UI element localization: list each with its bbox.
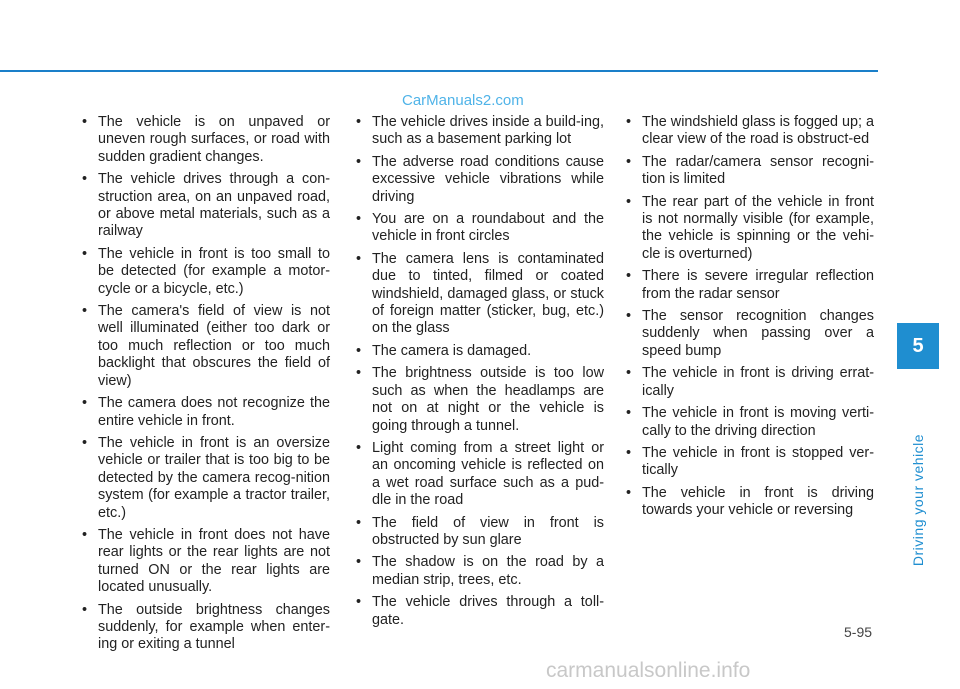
- list-item: • The vehicle is on unpaved or uneven rough surfaces, or road with sudden gradient changes.: [82, 114, 330, 165]
- list-item: • The outside brightness changes suddenly, for example when enter-ing or exiting a tunnel: [82, 601, 330, 653]
- list-item: • You are on a roundabout and the vehicle in front circles: [356, 211, 604, 245]
- bullet-icon: •: [82, 526, 88, 543]
- bullet-icon: •: [356, 514, 362, 531]
- bullet-icon: •: [82, 171, 88, 188]
- chapter-title: Driving your vehicle: [910, 433, 926, 567]
- bullet-icon: •: [626, 193, 632, 210]
- list-item: • The vehicle in front is moving verti-cally to the driving direction: [626, 405, 874, 439]
- header-rule: [0, 70, 878, 72]
- list-item: • The camera does not recognize the entire vehicle in front.: [82, 395, 330, 429]
- bullet-icon: •: [356, 439, 362, 456]
- bullet-icon: •: [82, 395, 88, 412]
- bullet-icon: •: [626, 405, 632, 422]
- watermark-top: CarManuals2.com: [402, 92, 524, 109]
- list-item: • The field of view in front is obstructed by sun glare: [356, 514, 604, 548]
- bullet-icon: •: [626, 308, 632, 325]
- list-item: • The vehicle in front is driving errat-ically: [626, 365, 874, 399]
- list-item: • The vehicle drives through a con-struction area, on an unpaved road, or above metal materials, such as a railway: [82, 171, 330, 240]
- column-2: [352, 114, 604, 634]
- bullet-list-1: [78, 114, 330, 654]
- list-item: • The rear part of the vehicle in front is not normally visible (for example, the vehicle is spinning or the vehi-cle is overturned): [626, 193, 874, 262]
- bullet-icon: •: [356, 594, 362, 611]
- list-item: • The vehicle drives inside a build-ing, such as a basement parking lot: [356, 114, 604, 148]
- bullet-icon: •: [626, 153, 632, 170]
- list-item: • The brightness outside is too low such as when the headlamps are not on at night or the vehicle is going through a tunnel.: [356, 365, 604, 434]
- bullet-icon: •: [82, 245, 88, 262]
- list-item: • The radar/camera sensor recogni-tion is limited: [626, 153, 874, 188]
- column-3: [622, 114, 874, 525]
- chapter-number-tab: 5: [897, 323, 939, 369]
- bullet-icon: •: [356, 114, 362, 130]
- list-item: • The vehicle drives through a toll-gate.: [356, 594, 604, 628]
- bullet-icon: •: [82, 601, 88, 618]
- list-item: • Light coming from a street light or an oncoming vehicle is reflected on a wet road surface such as a pud-dle in the road: [356, 439, 604, 509]
- bullet-list-3: [622, 114, 874, 520]
- bullet-icon: •: [356, 211, 362, 228]
- bullet-icon: •: [626, 268, 632, 285]
- bullet-icon: •: [356, 153, 362, 170]
- list-item: • The shadow is on the road by a median strip, trees, etc.: [356, 554, 604, 588]
- list-item: • The vehicle in front is an oversize vehicle or trailer that is too big to be detected by the camera recog-nition system (for example a tractor trailer, etc.): [82, 434, 330, 521]
- list-item: • The camera lens is contaminated due to tinted, filmed or coated windshield, damaged glass, or stuck of foreign matter (sticker, bug, etc.) on the glass: [356, 250, 604, 337]
- list-item: • The vehicle in front is stopped ver-tically: [626, 444, 874, 479]
- bullet-icon: •: [356, 250, 362, 267]
- list-item: • The adverse road conditions cause excessive vehicle vibrations while driving: [356, 153, 604, 205]
- bullet-icon: •: [82, 114, 88, 130]
- list-item: • The vehicle in front does not have rear lights or the rear lights are not turned ON or the rear lights are located unusually.: [82, 526, 330, 596]
- list-item: • The windshield glass is fogged up; a clear view of the road is obstruct-ed: [626, 114, 874, 148]
- list-item: • There is severe irregular reflection from the radar sensor: [626, 268, 874, 302]
- bullet-icon: •: [82, 434, 88, 451]
- list-item: • The vehicle in front is driving towards your vehicle or reversing: [626, 484, 874, 519]
- bullet-icon: •: [356, 365, 362, 382]
- watermark-bottom: carmanualsonline.info: [546, 659, 751, 682]
- bullet-icon: •: [626, 365, 632, 382]
- list-item: • The camera's field of view is not well illuminated (either too dark or too much reflection or too much backlight that obscures the field of view): [82, 303, 330, 389]
- bullet-list-2: [352, 114, 604, 629]
- bullet-icon: •: [626, 444, 632, 461]
- bullet-icon: •: [356, 342, 362, 359]
- page-number: 5-95: [844, 624, 873, 640]
- bullet-icon: •: [626, 484, 632, 501]
- bullet-icon: •: [626, 114, 632, 130]
- list-item: • The sensor recognition changes suddenly when passing over a speed bump: [626, 308, 874, 359]
- list-item: • The vehicle in front is too small to be detected (for example a motor-cycle or a bicycle, etc.): [82, 245, 330, 297]
- bullet-icon: •: [356, 554, 362, 571]
- bullet-icon: •: [82, 303, 88, 320]
- list-item: • The camera is damaged.: [356, 342, 532, 359]
- column-1: [78, 114, 330, 659]
